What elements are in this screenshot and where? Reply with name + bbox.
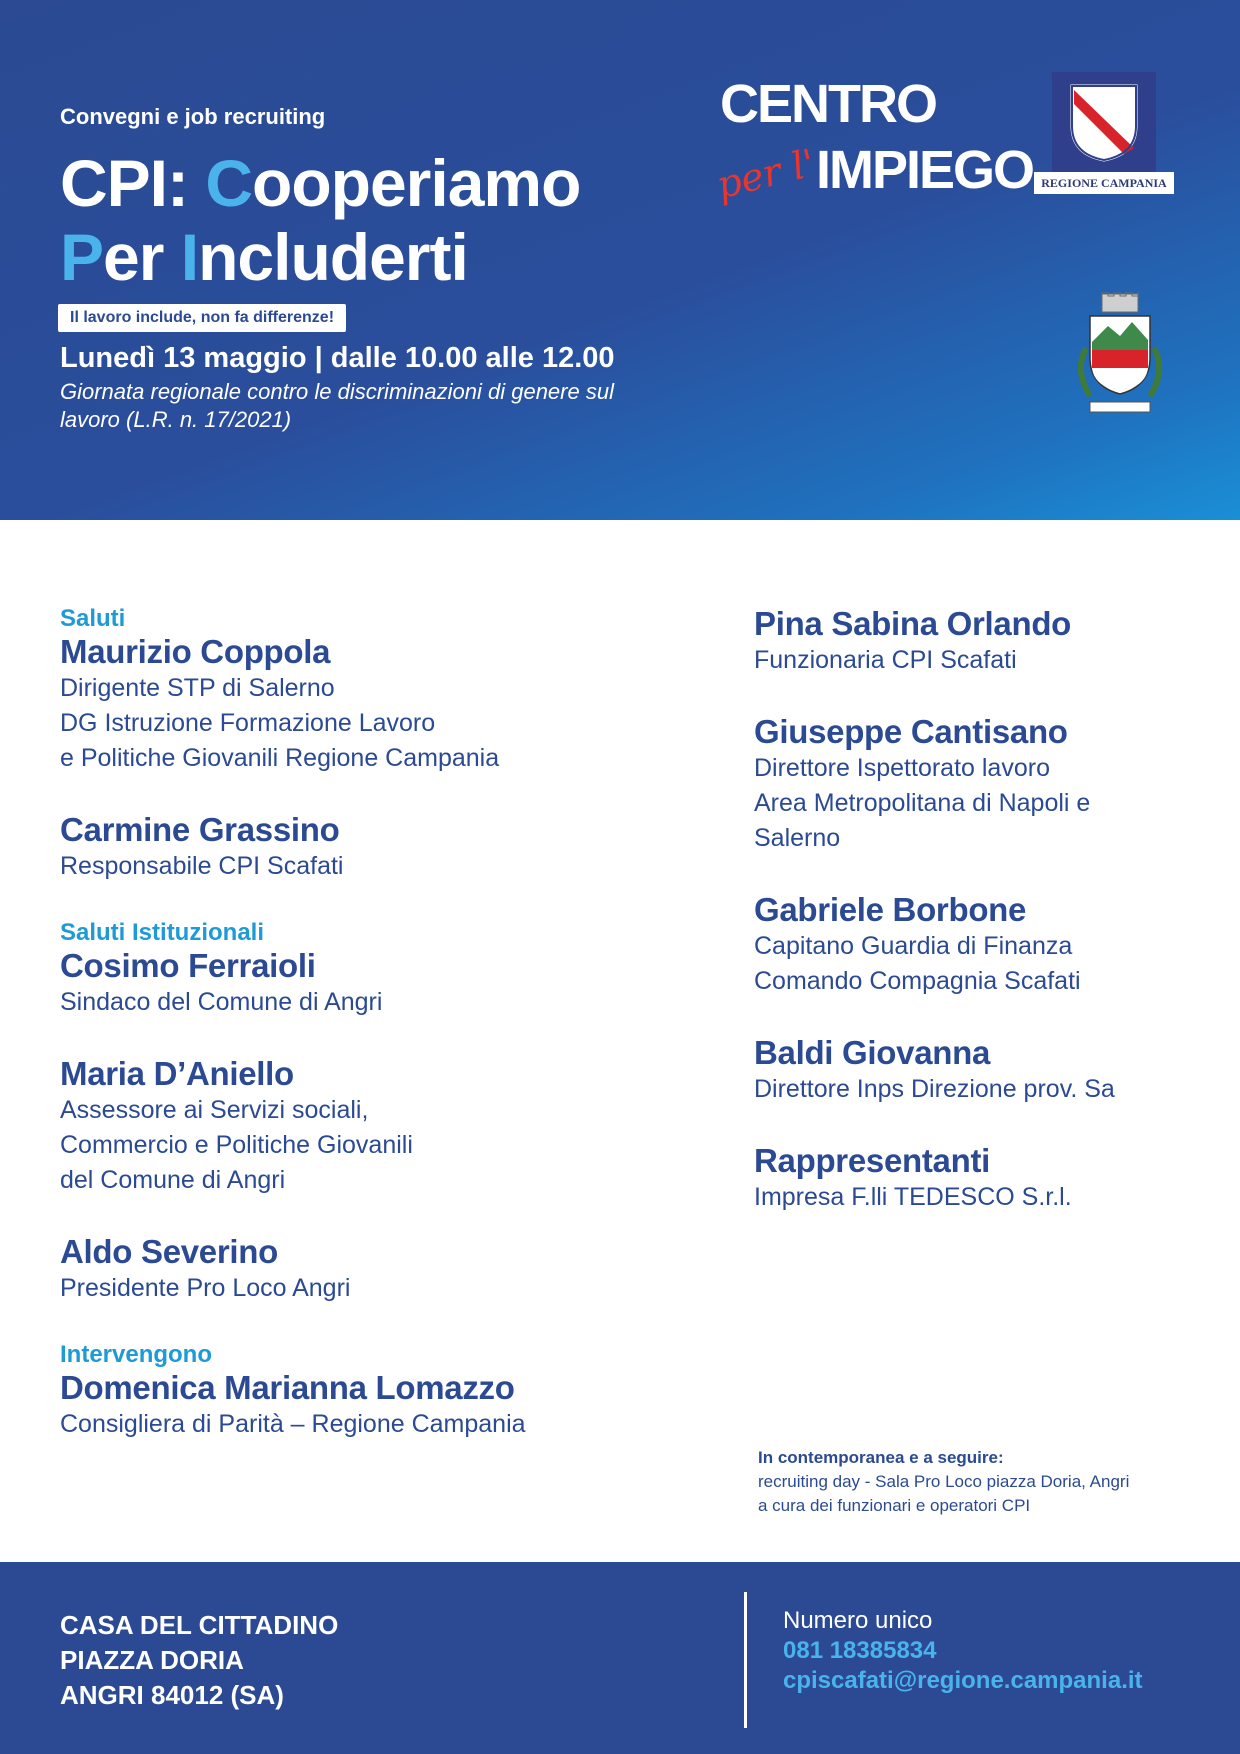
speakers-right-column [754,605,1214,1250]
event-kicker: Convegni e job recruiting [60,104,326,129]
speaker-name: Cosimo Ferraioli [60,947,316,984]
angri-crest-icon [1068,292,1172,422]
speaker-name: Pina Sabina Orlando [754,605,1072,642]
speaker-role: Area Metropolitana di Napoli e [754,789,1091,817]
speakers-left-column [60,605,660,1477]
speaker-role: Salerno [754,824,841,852]
speaker-role: e Politiche Giovanili Regione Campania [60,744,500,772]
speaker-list-right [754,605,1214,1215]
contact-phone[interactable]: 081 18385834 [783,1637,937,1664]
speaker-entry [754,891,1214,999]
speaker-role: Funzionaria CPI Scafati [754,646,1017,674]
speaker-role: Dirigente STP di Salerno [60,674,335,702]
event-title [60,146,580,294]
speaker-entry [60,947,660,1020]
event-date: Lunedì 13 maggio | dalle 10.00 alle 12.00 [60,342,615,374]
speaker-role: Commercio e Politiche Giovanili [60,1131,413,1159]
speaker-role: DG Istruzione Formazione Lavoro [60,709,436,737]
tagline-badge: Il lavoro include, non fa differenze! [58,304,346,332]
speaker-entry [754,1142,1214,1215]
regione-campania-logo: REGIONE CAMPANIA [1034,72,1174,197]
contact-label: Numero unico [783,1607,933,1634]
speaker-name: Domenica Marianna Lomazzo [60,1369,515,1406]
speaker-entry [60,1369,660,1442]
speaker-name: Maria D’Aniello [60,1055,294,1092]
speaker-name: Carmine Grassino [60,811,340,848]
centro-impiego-logo: CENTRO per l' IMPIEGO [712,74,1034,208]
section-saluti: Saluti [60,605,126,632]
speaker-role: Direttore Inps Direzione prov. Sa [754,1075,1115,1103]
speaker-name: Rappresentanti [754,1142,991,1179]
contact-info [783,1606,1143,1696]
speaker-list-istituzionali [60,947,660,1306]
event-subtitle: Giornata regionale contro le discriminazioni di genere sul lavoro (L.R. n. 17/2021) [60,379,614,432]
speaker-entry [754,605,1214,678]
speaker-name: Baldi Giovanna [754,1034,991,1071]
speaker-entry [60,811,660,884]
speaker-role: Assessore ai Servizi sociali, [60,1096,369,1124]
speaker-role: Comando Compagnia Scafati [754,967,1081,995]
speaker-role: Capitano Guardia di Finanza [754,932,1073,960]
speaker-entry [754,713,1214,856]
speaker-name: Gabriele Borbone [754,891,1027,928]
section-intervengono: Intervengono [60,1341,213,1368]
speaker-role: Impresa F.lli TEDESCO S.r.l. [754,1183,1072,1211]
speaker-entry [754,1034,1214,1107]
speaker-role: Consigliera di Parità – Regione Campania [60,1410,526,1438]
speaker-list-intervengono [60,1369,660,1442]
header-banner [0,0,1240,520]
contact-email[interactable]: cpiscafati@regione.campania.it [783,1667,1143,1694]
speaker-role: Direttore Ispettorato lavoro [754,754,1050,782]
speaker-role: Presidente Pro Loco Angri [60,1274,351,1302]
speaker-name: Giuseppe Cantisano [754,713,1068,750]
footer-divider [744,1592,747,1728]
speaker-name: Maurizio Coppola [60,633,331,670]
recruiting-day-note: In contemporanea e a seguire: recruiting day - Sala Pro Loco piazza Doria, Angri a cura dei funzionari e operatori CPI [758,1448,1130,1515]
venue-address: CASA DEL CITTADINO PIAZZA DORIA ANGRI 84012 (SA) [60,1610,339,1710]
section-saluti-istituzionali: Saluti Istituzionali [60,919,265,946]
speaker-entry [60,633,660,776]
footer [0,1562,1240,1754]
speaker-entry [60,1055,660,1198]
speaker-role: Sindaco del Comune di Angri [60,988,383,1016]
title-line-1: CPI: Cooperiamo [60,146,581,220]
title-line-2: Per Includerti [60,220,468,294]
speaker-role: del Comune di Angri [60,1166,286,1194]
speaker-role: Responsabile CPI Scafati [60,852,344,880]
speaker-name: Aldo Severino [60,1233,278,1270]
regione-coat-icon [1064,82,1144,162]
speaker-list-saluti [60,633,660,884]
speaker-entry [60,1233,660,1306]
